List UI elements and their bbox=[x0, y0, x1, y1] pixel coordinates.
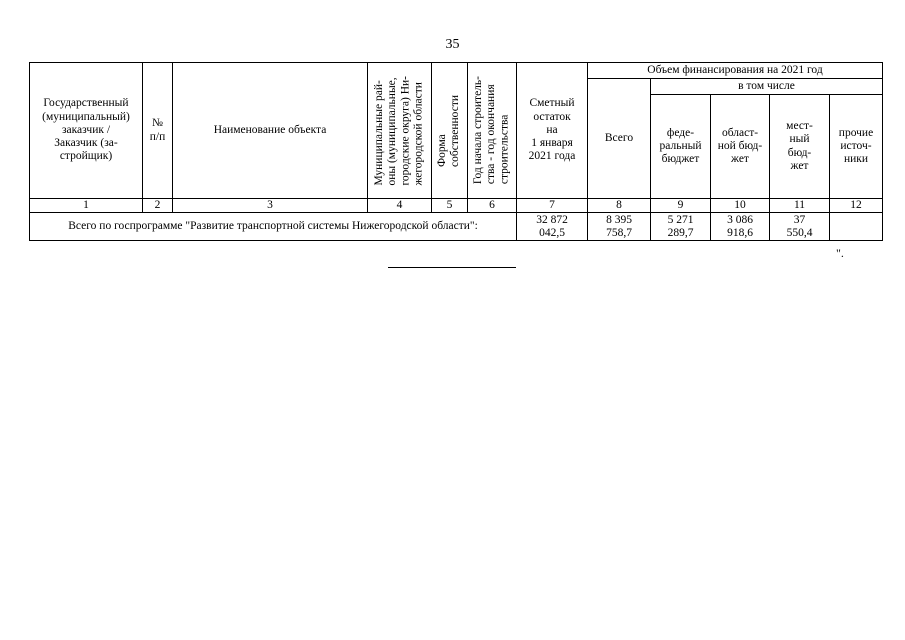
column-number: 9 bbox=[651, 199, 711, 213]
column-number: 3 bbox=[173, 199, 368, 213]
total-other bbox=[830, 213, 883, 241]
column-number: 4 bbox=[368, 199, 432, 213]
header-ownership: Форма собственности bbox=[436, 94, 462, 167]
total-funding: 8 395 758,7 bbox=[588, 213, 651, 241]
header-local: мест- ный бюд- жет bbox=[770, 95, 830, 199]
header-years-cell bbox=[468, 63, 517, 199]
header-federal: феде- ральный бюджет bbox=[651, 95, 711, 199]
total-balance: 32 872 042,5 bbox=[517, 213, 588, 241]
column-number: 6 bbox=[468, 199, 517, 213]
column-number: 8 bbox=[588, 199, 651, 213]
column-number: 1 bbox=[30, 199, 143, 213]
header-regional: област- ной бюд- жет bbox=[711, 95, 770, 199]
divider-line bbox=[388, 267, 516, 268]
header-years: Год начала строитель- ства - год окончания строительства bbox=[472, 76, 511, 185]
header-funding-group: Объем финансирования на 2021 год bbox=[588, 63, 883, 79]
column-number: 2 bbox=[143, 199, 173, 213]
header-ownership-cell bbox=[432, 63, 468, 199]
header-total: Всего bbox=[588, 79, 651, 199]
column-number: 5 bbox=[432, 199, 468, 213]
closing-quote: ". bbox=[836, 246, 844, 260]
header-object-name: Наименование объекта bbox=[173, 63, 368, 199]
header-row-number: № п/п bbox=[143, 63, 173, 199]
total-regional: 3 086 918,6 bbox=[711, 213, 770, 241]
header-districts-cell bbox=[368, 63, 432, 199]
header-customer: Государственный (муниципальный) заказчик / Заказчик (за- стройщик) bbox=[30, 63, 143, 199]
total-federal: 5 271 289,7 bbox=[651, 213, 711, 241]
header-other: прочие источ- ники bbox=[830, 95, 883, 199]
column-number: 12 bbox=[830, 199, 883, 213]
column-number: 10 bbox=[711, 199, 770, 213]
column-number: 7 bbox=[517, 199, 588, 213]
total-row-label: Всего по госпрограмме "Развитие транспортной системы Нижегородской области": bbox=[30, 213, 517, 241]
header-balance: Сметный остаток на 1 января 2021 года bbox=[517, 63, 588, 199]
total-local: 37 550,4 bbox=[770, 213, 830, 241]
financing-table bbox=[29, 62, 883, 241]
page-number: 35 bbox=[445, 37, 460, 52]
header-districts: Муниципальные рай- оны (муниципальные, городские округа) Ни- жегородской области bbox=[373, 75, 425, 186]
column-number: 11 bbox=[770, 199, 830, 213]
header-including: в том числе bbox=[651, 79, 883, 95]
